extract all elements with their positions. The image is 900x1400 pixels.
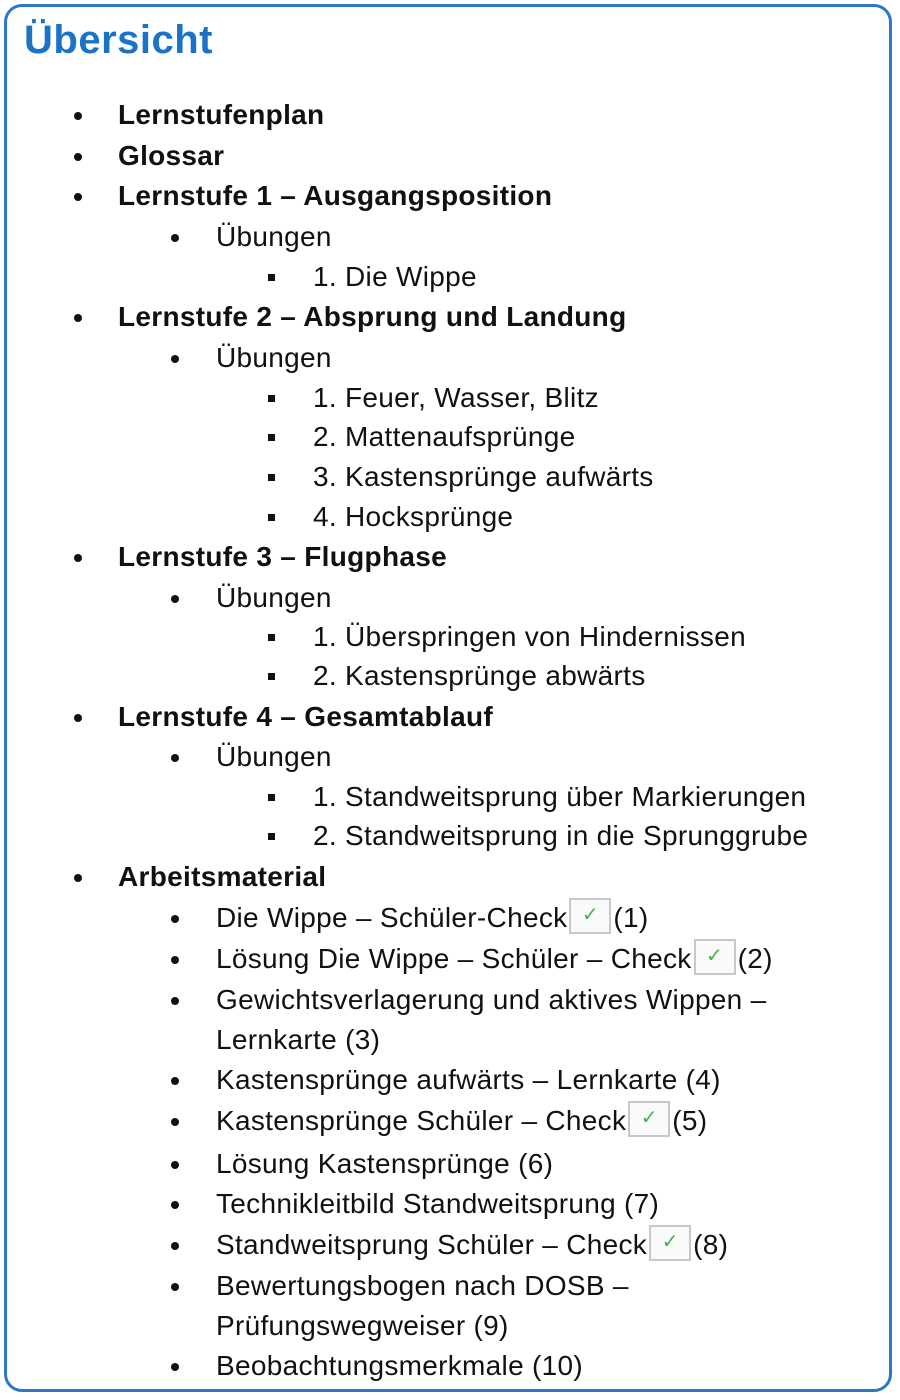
bullet-icon — [171, 997, 179, 1005]
list-item-level-2 — [216, 578, 332, 618]
list-item-level-2 — [216, 737, 332, 777]
list-item-level-2 — [216, 1266, 629, 1306]
list-item-level-3 — [313, 777, 806, 817]
list-item-level-3 — [313, 617, 746, 657]
list-item-label: Lernstufenplan — [118, 99, 325, 130]
item-number: (5) — [672, 1105, 708, 1136]
list-item-level-1 — [118, 697, 493, 737]
square-bullet-icon — [268, 673, 275, 680]
list-item-level-2 — [216, 939, 773, 979]
bullet-icon — [74, 714, 82, 722]
square-bullet-icon — [268, 274, 275, 281]
bullet-icon — [171, 1201, 179, 1209]
list-item-level-1 — [118, 857, 326, 897]
list-item-level-2 — [216, 1060, 721, 1100]
list-item-label: Standweitsprung Schüler – Check — [216, 1229, 648, 1260]
list-item-label: 1. Überspringen von Hindernissen — [313, 621, 746, 652]
square-bullet-icon — [268, 514, 275, 521]
list-item-level-3 — [313, 257, 477, 297]
bullet-icon — [74, 554, 82, 562]
bullet-icon — [171, 915, 179, 923]
list-item-level-3 — [313, 417, 576, 457]
list-item-label: 2. Mattenaufsprünge — [313, 421, 576, 452]
square-bullet-icon — [268, 634, 275, 641]
list-item-level-3 — [313, 816, 808, 856]
bullet-icon — [171, 1118, 179, 1126]
list-item-level-2 — [216, 1346, 583, 1386]
item-number: (8) — [693, 1229, 729, 1260]
list-item-level-1 — [118, 297, 627, 337]
square-bullet-icon — [268, 794, 275, 801]
list-item-level-1 — [118, 176, 552, 216]
list-item-label: Bewertungsbogen nach DOSB – — [216, 1270, 629, 1301]
list-item-level-3 — [313, 457, 654, 497]
list-item-label: Die Wippe – Schüler-Check — [216, 902, 568, 933]
list-item-label: Gewichtsverlagerung und aktives Wippen – — [216, 984, 767, 1015]
square-bullet-icon — [268, 434, 275, 441]
page-title: Übersicht — [24, 18, 213, 62]
list-item-level-2 — [216, 338, 332, 378]
list-item-level-3 — [313, 497, 513, 537]
bullet-icon — [171, 1283, 179, 1291]
list-item-label: Glossar — [118, 140, 225, 171]
list-item-level-1 — [118, 95, 324, 135]
list-item-label: 2. Standweitsprung in die Sprunggrube — [313, 820, 809, 851]
list-item-label: Lernstufe 2 – Absprung und Landung — [118, 301, 627, 332]
checkmark-icon: ✓ — [694, 939, 736, 975]
checkmark-icon: ✓ — [649, 1225, 691, 1261]
list-item-label: Arbeitsmaterial — [118, 861, 327, 892]
list-item-label: Lernkarte (3) — [216, 1024, 381, 1055]
list-item-level-1 — [118, 136, 224, 176]
list-item-level-2 — [216, 217, 332, 257]
bullet-icon — [74, 112, 82, 120]
list-item-label: Lernstufe 1 – Ausgangsposition — [118, 180, 553, 211]
list-item-label: Lernstufe 4 – Gesamtablauf — [118, 701, 494, 732]
bullet-icon — [171, 754, 179, 762]
list-item-continuation — [216, 1306, 509, 1346]
item-number: (2) — [737, 943, 773, 974]
list-item-level-2 — [216, 1101, 707, 1141]
list-item-label: Technikleitbild Standweitsprung (7) — [216, 1188, 660, 1219]
bullet-icon — [171, 355, 179, 363]
bullet-icon — [171, 1363, 179, 1371]
list-item-label: 2. Kastensprünge abwärts — [313, 660, 646, 691]
list-item-label: Kastensprünge aufwärts – Lernkarte (4) — [216, 1064, 721, 1095]
bullet-icon — [171, 1077, 179, 1085]
list-item-continuation — [216, 1020, 380, 1060]
checkmark-icon: ✓ — [628, 1101, 670, 1137]
list-item-level-2 — [216, 898, 649, 938]
list-item-label: Übungen — [216, 741, 332, 772]
list-item-level-2 — [216, 1144, 553, 1184]
list-item-label: 1. Standweitsprung über Markierungen — [313, 781, 807, 812]
list-item-level-3 — [313, 656, 646, 696]
checkmark-icon: ✓ — [569, 898, 611, 934]
item-number: (1) — [613, 902, 649, 933]
bullet-icon — [171, 1242, 179, 1250]
list-item-level-2 — [216, 980, 767, 1020]
list-item-level-3 — [313, 378, 599, 418]
list-item-label: Übungen — [216, 582, 332, 613]
bullet-icon — [171, 1161, 179, 1169]
list-item-label: Übungen — [216, 221, 332, 252]
list-item-level-1 — [118, 537, 447, 577]
list-item-label: 3. Kastensprünge aufwärts — [313, 461, 654, 492]
square-bullet-icon — [268, 833, 275, 840]
bullet-icon — [74, 193, 82, 201]
list-item-label: 1. Die Wippe — [313, 261, 477, 292]
square-bullet-icon — [268, 395, 275, 402]
bullet-icon — [74, 874, 82, 882]
square-bullet-icon — [268, 474, 275, 481]
list-item-label: Beobachtungsmerkmale (10) — [216, 1350, 584, 1381]
list-item-label: 1. Feuer, Wasser, Blitz — [313, 382, 599, 413]
list-item-level-2 — [216, 1225, 728, 1265]
bullet-icon — [74, 153, 82, 161]
bullet-icon — [74, 314, 82, 322]
list-item-label: Übungen — [216, 342, 332, 373]
bullet-icon — [171, 595, 179, 603]
bullet-icon — [171, 956, 179, 964]
bullet-icon — [171, 234, 179, 242]
list-item-label: Lösung Kastensprünge (6) — [216, 1148, 554, 1179]
list-item-label: Kastensprünge Schüler – Check — [216, 1105, 627, 1136]
list-item-label: Lernstufe 3 – Flugphase — [118, 541, 447, 572]
list-item-label: 4. Hocksprünge — [313, 501, 514, 532]
list-item-label: Lösung Die Wippe – Schüler – Check — [216, 943, 692, 974]
list-item-label: Prüfungswegweiser (9) — [216, 1310, 509, 1341]
list-item-level-2 — [216, 1184, 659, 1224]
